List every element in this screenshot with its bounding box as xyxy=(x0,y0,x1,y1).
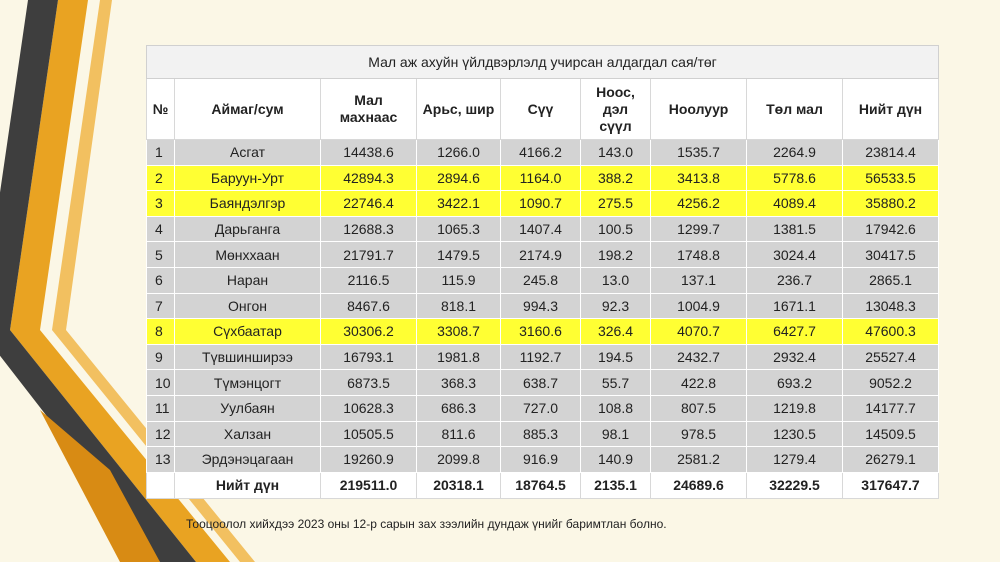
row-name: Дарьганга xyxy=(175,216,321,242)
row-value: 8467.6 xyxy=(321,293,417,319)
row-value: 693.2 xyxy=(747,370,843,396)
total-cell: 317647.7 xyxy=(843,472,939,498)
row-value: 1065.3 xyxy=(417,216,501,242)
table-row xyxy=(147,319,939,345)
row-number: 13 xyxy=(147,447,175,473)
row-number: 9 xyxy=(147,344,175,370)
total-row xyxy=(147,472,939,498)
row-value: 6873.5 xyxy=(321,370,417,396)
header-cell: Аймаг/сум xyxy=(175,79,321,140)
row-value: 23814.4 xyxy=(843,140,939,166)
row-value: 47600.3 xyxy=(843,319,939,345)
row-value: 2894.6 xyxy=(417,165,501,191)
row-value: 5778.6 xyxy=(747,165,843,191)
table-row xyxy=(147,293,939,319)
total-cell: 2135.1 xyxy=(581,472,651,498)
row-value: 10628.3 xyxy=(321,395,417,421)
row-name: Түвшинширээ xyxy=(175,344,321,370)
row-value: 1748.8 xyxy=(651,242,747,268)
row-value: 807.5 xyxy=(651,395,747,421)
row-value: 818.1 xyxy=(417,293,501,319)
header-cell: Ноолуур xyxy=(651,79,747,140)
row-name: Онгон xyxy=(175,293,321,319)
row-value: 1192.7 xyxy=(501,344,581,370)
row-value: 885.3 xyxy=(501,421,581,447)
row-value: 2099.8 xyxy=(417,447,501,473)
table-row xyxy=(147,216,939,242)
row-value: 1164.0 xyxy=(501,165,581,191)
total-label: Нийт дүн xyxy=(175,472,321,498)
row-value: 13048.3 xyxy=(843,293,939,319)
row-value: 2116.5 xyxy=(321,267,417,293)
header-cell: Сүү xyxy=(501,79,581,140)
row-value: 42894.3 xyxy=(321,165,417,191)
row-name: Түмэнцогт xyxy=(175,370,321,396)
row-value: 4070.7 xyxy=(651,319,747,345)
row-value: 140.9 xyxy=(581,447,651,473)
table-row xyxy=(147,191,939,217)
row-value: 26279.1 xyxy=(843,447,939,473)
header-cell: Ноос, дэл сүүл xyxy=(581,79,651,140)
row-value: 727.0 xyxy=(501,395,581,421)
row-value: 25527.4 xyxy=(843,344,939,370)
row-value: 56533.5 xyxy=(843,165,939,191)
row-value: 12688.3 xyxy=(321,216,417,242)
row-value: 275.5 xyxy=(581,191,651,217)
row-name: Наран xyxy=(175,267,321,293)
row-value: 686.3 xyxy=(417,395,501,421)
row-value: 4256.2 xyxy=(651,191,747,217)
row-value: 55.7 xyxy=(581,370,651,396)
row-value: 326.4 xyxy=(581,319,651,345)
row-value: 19260.9 xyxy=(321,447,417,473)
row-value: 194.5 xyxy=(581,344,651,370)
row-number: 11 xyxy=(147,395,175,421)
header-row xyxy=(147,79,939,140)
table-row xyxy=(147,447,939,473)
row-value: 638.7 xyxy=(501,370,581,396)
row-number: 1 xyxy=(147,140,175,166)
row-value: 17942.6 xyxy=(843,216,939,242)
row-value: 3160.6 xyxy=(501,319,581,345)
table-row xyxy=(147,140,939,166)
row-name: Эрдэнэцагаан xyxy=(175,447,321,473)
row-value: 1299.7 xyxy=(651,216,747,242)
row-value: 9052.2 xyxy=(843,370,939,396)
row-value: 35880.2 xyxy=(843,191,939,217)
row-name: Мөнххаан xyxy=(175,242,321,268)
row-value: 1266.0 xyxy=(417,140,501,166)
row-number: 4 xyxy=(147,216,175,242)
row-number: 8 xyxy=(147,319,175,345)
row-value: 30306.2 xyxy=(321,319,417,345)
row-value: 14177.7 xyxy=(843,395,939,421)
row-value: 21791.7 xyxy=(321,242,417,268)
row-number: 2 xyxy=(147,165,175,191)
row-value: 16793.1 xyxy=(321,344,417,370)
row-value: 30417.5 xyxy=(843,242,939,268)
row-value: 143.0 xyxy=(581,140,651,166)
table-row xyxy=(147,370,939,396)
row-name: Асгат xyxy=(175,140,321,166)
row-value: 245.8 xyxy=(501,267,581,293)
row-value: 2865.1 xyxy=(843,267,939,293)
row-value: 13.0 xyxy=(581,267,651,293)
table-body xyxy=(147,140,939,473)
row-value: 422.8 xyxy=(651,370,747,396)
row-value: 100.5 xyxy=(581,216,651,242)
row-value: 1381.5 xyxy=(747,216,843,242)
table-row xyxy=(147,421,939,447)
row-value: 3422.1 xyxy=(417,191,501,217)
total-cell: 32229.5 xyxy=(747,472,843,498)
row-value: 2581.2 xyxy=(651,447,747,473)
loss-table-container xyxy=(146,45,938,499)
header-cell: Арьс, шир xyxy=(417,79,501,140)
table-row xyxy=(147,165,939,191)
row-value: 1981.8 xyxy=(417,344,501,370)
header-cell: Мал махнаас xyxy=(321,79,417,140)
row-name: Сүхбаатар xyxy=(175,319,321,345)
row-value: 1479.5 xyxy=(417,242,501,268)
total-cell: 18764.5 xyxy=(501,472,581,498)
row-value: 1671.1 xyxy=(747,293,843,319)
row-value: 198.2 xyxy=(581,242,651,268)
table-row xyxy=(147,395,939,421)
row-value: 1407.4 xyxy=(501,216,581,242)
row-number: 6 xyxy=(147,267,175,293)
row-value: 3308.7 xyxy=(417,319,501,345)
row-number: 3 xyxy=(147,191,175,217)
row-value: 236.7 xyxy=(747,267,843,293)
table-row xyxy=(147,242,939,268)
row-value: 4089.4 xyxy=(747,191,843,217)
header-cell: Нийт дүн xyxy=(843,79,939,140)
row-number: 10 xyxy=(147,370,175,396)
row-value: 10505.5 xyxy=(321,421,417,447)
row-value: 368.3 xyxy=(417,370,501,396)
row-value: 1535.7 xyxy=(651,140,747,166)
row-value: 811.6 xyxy=(417,421,501,447)
row-value: 2432.7 xyxy=(651,344,747,370)
row-name: Баруун-Урт xyxy=(175,165,321,191)
row-value: 92.3 xyxy=(581,293,651,319)
row-value: 3024.4 xyxy=(747,242,843,268)
header-cell: № xyxy=(147,79,175,140)
row-number: 7 xyxy=(147,293,175,319)
row-name: Уулбаян xyxy=(175,395,321,421)
row-value: 115.9 xyxy=(417,267,501,293)
row-value: 2174.9 xyxy=(501,242,581,268)
row-value: 916.9 xyxy=(501,447,581,473)
row-value: 14509.5 xyxy=(843,421,939,447)
row-value: 2932.4 xyxy=(747,344,843,370)
total-cell: 24689.6 xyxy=(651,472,747,498)
row-value: 1090.7 xyxy=(501,191,581,217)
row-number: 5 xyxy=(147,242,175,268)
row-name: Баяндэлгэр xyxy=(175,191,321,217)
row-value: 2264.9 xyxy=(747,140,843,166)
row-value: 137.1 xyxy=(651,267,747,293)
row-value: 14438.6 xyxy=(321,140,417,166)
row-value: 994.3 xyxy=(501,293,581,319)
row-value: 1219.8 xyxy=(747,395,843,421)
row-value: 388.2 xyxy=(581,165,651,191)
total-cell: 219511.0 xyxy=(321,472,417,498)
loss-table xyxy=(146,45,939,499)
row-value: 1004.9 xyxy=(651,293,747,319)
row-value: 1279.4 xyxy=(747,447,843,473)
footnote: Тооцоолол хийхдээ 2023 оны 12-р сарын зах зээлийн дундаж үнийг баримтлан болно. xyxy=(186,517,667,531)
row-value: 4166.2 xyxy=(501,140,581,166)
row-value: 22746.4 xyxy=(321,191,417,217)
header-cell: Төл мал xyxy=(747,79,843,140)
table-title: Мал аж ахуйн үйлдвэрлэлд учирсан алдагдал сая/төг xyxy=(147,46,939,79)
row-value: 98.1 xyxy=(581,421,651,447)
row-value: 1230.5 xyxy=(747,421,843,447)
table-row xyxy=(147,267,939,293)
row-value: 6427.7 xyxy=(747,319,843,345)
row-name: Халзан xyxy=(175,421,321,447)
row-value: 3413.8 xyxy=(651,165,747,191)
table-row xyxy=(147,344,939,370)
row-value: 108.8 xyxy=(581,395,651,421)
total-cell: 20318.1 xyxy=(417,472,501,498)
row-number: 12 xyxy=(147,421,175,447)
row-value: 978.5 xyxy=(651,421,747,447)
